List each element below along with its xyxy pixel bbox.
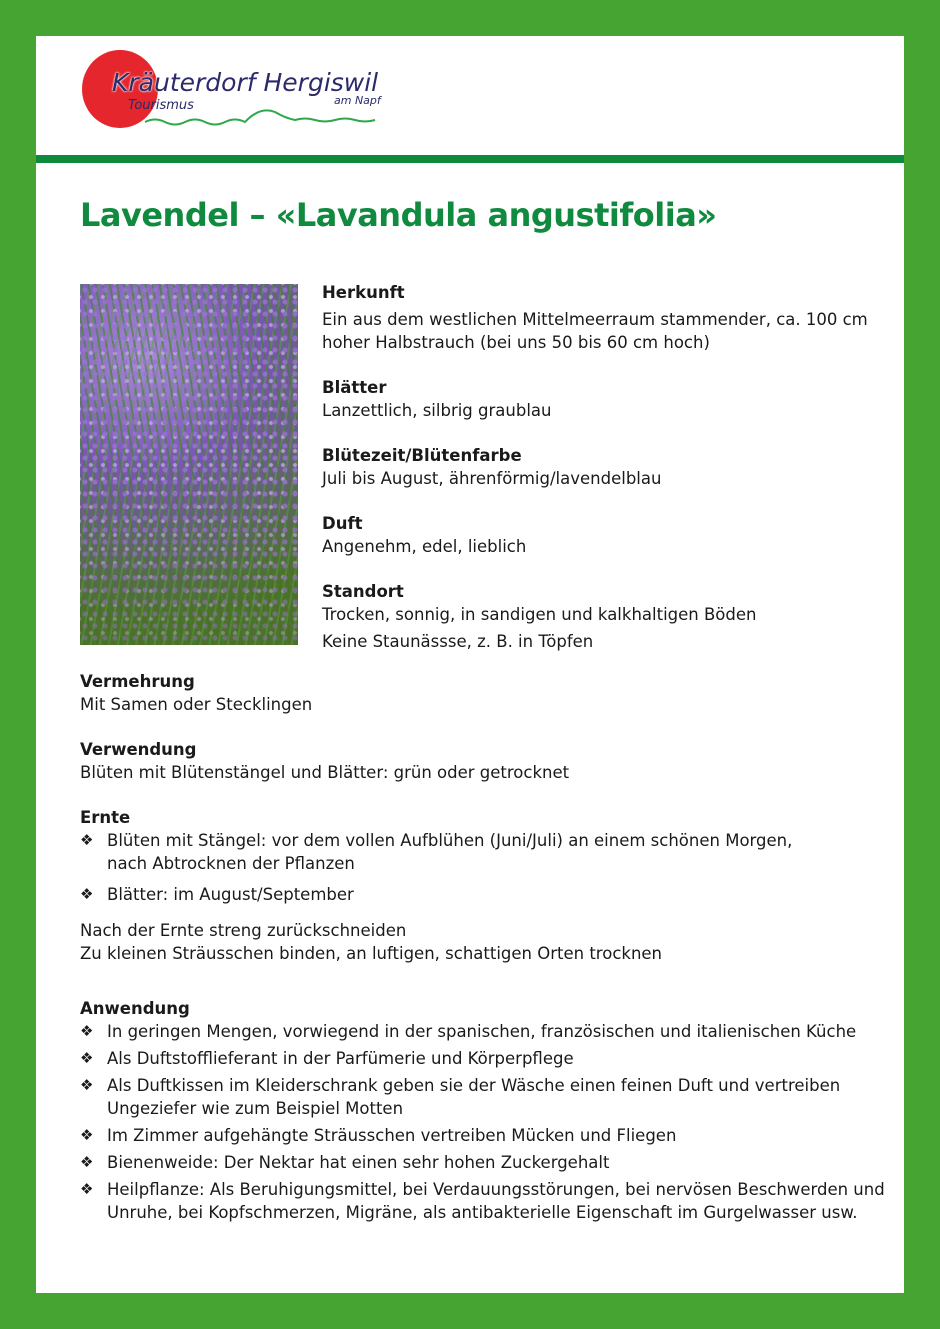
- list-item: [80, 883, 792, 906]
- bullet-icon: ❖: [80, 831, 94, 849]
- logo-main: Kräuterdorf Hergiswil: [112, 68, 379, 97]
- item-text: Blüten mit Stängel: vor dem vollen Aufblühen (Juni/Juli) an einem schönen Morgen,: [107, 831, 793, 850]
- ernte-list: [80, 829, 792, 906]
- item-text: Als Duftkissen im Kleiderschrank geben sie der Wäsche einen feinen Duft und vertreiben: [107, 1076, 841, 1095]
- item-text: nach Abtrocknen der Pflanzen: [107, 854, 355, 873]
- text: Ein aus dem westlichen Mittelmeerraum stammender, ca. 100 cm: [322, 310, 868, 329]
- bullet-icon: ❖: [80, 885, 94, 903]
- section-ernte: [80, 806, 792, 965]
- text: hoher Halbstrauch (bei uns 50 bis 60 cm hoch): [322, 333, 710, 352]
- section-vermehrung: [80, 670, 312, 716]
- section-herkunft: [322, 281, 868, 354]
- bullet-icon: ❖: [80, 1022, 94, 1040]
- text: Trocken, sonnig, in sandigen und kalkhaltigen Böden: [322, 605, 757, 624]
- heading: Herkunft: [322, 283, 405, 302]
- heading: Duft: [322, 514, 363, 533]
- section-anwendung: [80, 997, 885, 1224]
- text: Zu kleinen Sträusschen binden, an luftigen, schattigen Orten trocknen: [80, 944, 663, 963]
- text: Angenehm, edel, lieblich: [322, 537, 527, 556]
- heading: Blätter: [322, 378, 387, 397]
- list-item: [80, 829, 792, 875]
- section-verwendung: [80, 738, 569, 784]
- text: Juli bis August, ährenförmig/lavendelblau: [322, 469, 662, 488]
- item-text: Bienenweide: Der Nektar hat einen sehr hohen Zuckergehalt: [107, 1153, 610, 1172]
- section-blaetter: [322, 376, 551, 422]
- list-item: [80, 1178, 885, 1224]
- text: Lanzettlich, silbrig graublau: [322, 401, 552, 420]
- item-text: Blätter: im August/September: [107, 885, 354, 904]
- item-text: Unruhe, bei Kopfschmerzen, Migräne, als antibakterielle Eigenschaft im Gurgelwasser usw.: [107, 1203, 858, 1222]
- list-item: [80, 1124, 885, 1147]
- item-text: Im Zimmer aufgehängte Sträusschen vertreiben Mücken und Fliegen: [107, 1126, 677, 1145]
- item-text: In geringen Mengen, vorwiegend in der spanischen, französischen und italienischen Küche: [107, 1022, 857, 1041]
- heading: Vermehrung: [80, 672, 195, 691]
- logo-place: am Napf: [334, 94, 381, 107]
- heading: Ernte: [80, 808, 131, 827]
- bullet-icon: ❖: [80, 1153, 94, 1171]
- item-text: Ungeziefer wie zum Beispiel Motten: [107, 1099, 404, 1118]
- bullet-icon: ❖: [80, 1126, 94, 1144]
- section-bluetezeit: [322, 444, 661, 490]
- logo-sub: Tourismus: [128, 98, 194, 113]
- bullet-icon: ❖: [80, 1180, 94, 1198]
- item-text: Heilpflanze: Als Beruhigungsmittel, bei Verdauungsstörungen, bei nervösen Beschwerden und: [107, 1180, 885, 1199]
- section-duft: [322, 512, 526, 558]
- list-item: [80, 1047, 885, 1070]
- page-title: Lavendel – «Lavandula angustifolia»: [80, 196, 717, 234]
- heading: Anwendung: [80, 999, 190, 1018]
- heading: Verwendung: [80, 740, 197, 759]
- bullet-icon: ❖: [80, 1049, 94, 1067]
- list-item: [80, 1020, 885, 1043]
- anwendung-list: [80, 1020, 885, 1224]
- item-text: Als Duftstofflieferant in der Parfümerie und Körperpflege: [107, 1049, 574, 1068]
- heading: Standort: [322, 582, 404, 601]
- list-item: [80, 1074, 885, 1120]
- bullet-icon: ❖: [80, 1076, 94, 1094]
- text: Keine Staunässse, z. B. in Töpfen: [322, 632, 594, 651]
- wave-logo-icon: [140, 104, 390, 128]
- text: Nach der Ernte streng zurückschneiden: [80, 921, 407, 940]
- header-divider: [36, 155, 904, 163]
- text: Blüten mit Blütenstängel und Blätter: grün oder getrocknet: [80, 763, 570, 782]
- logo: [80, 48, 400, 132]
- list-item: [80, 1151, 885, 1174]
- lavender-photo: [80, 284, 298, 645]
- text: Mit Samen oder Stecklingen: [80, 695, 313, 714]
- section-standort: [322, 580, 756, 653]
- heading: Blütezeit/Blütenfarbe: [322, 446, 522, 465]
